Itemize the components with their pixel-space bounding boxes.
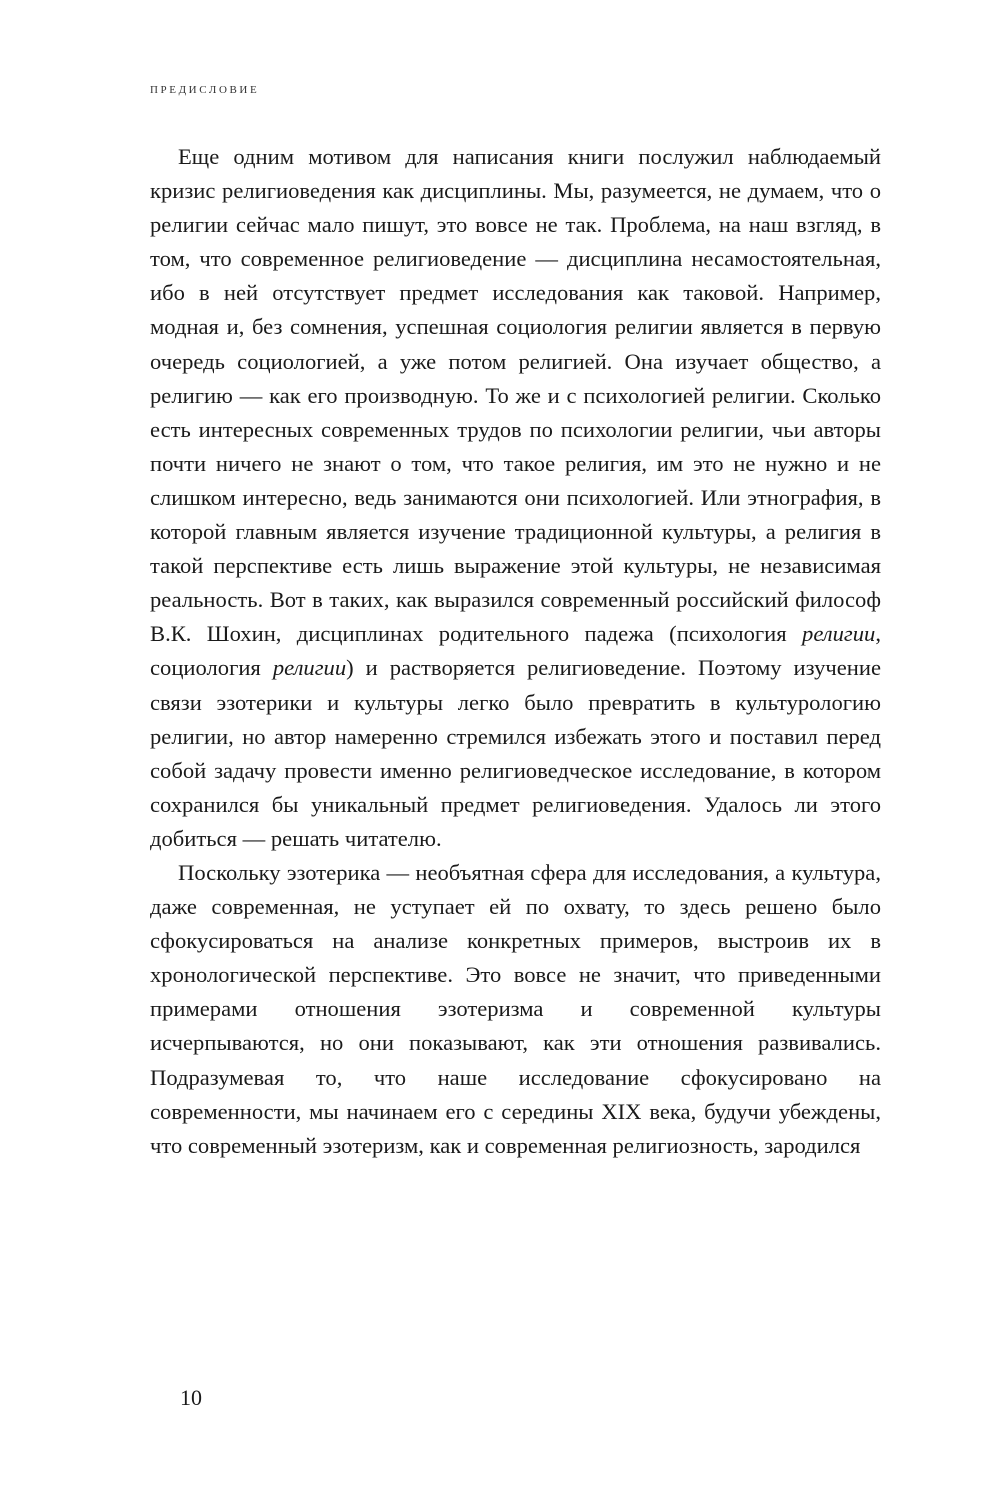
text-segment: Еще одним мотивом для написания книги послужил наблюдаемый кризис религиоведения как дисциплины. Мы, разумеется, не думаем, что о религии сейчас мало пишут, это вовсе не так. Проблема, на наш взгляд, в том, что современное религиоведение — дисциплина несамостоятельная, ибо в ней отсутствует предмет исследования как таковой. Например, модная и, без сомнения, успешная социология религии является в первую очередь социологией, а уже потом религией. Она изучает общество, а религию — как его производную. То же и с психологией религии. Сколько есть интересных современных трудов по психологии религии, чьи авторы почти ничего не знают о том, что такое религия, им это не нужно и не слишком интересно, ведь занимаются они психологией. Или этнография, в которой главным является изучение традиционной культуры, а религия в такой перспективе есть лишь выражение этой культуры, не независимая реальность. Вот в таких, как выразился современный российский философ В.К. Шохин, дисциплинах родительного падежа (психология	[150, 144, 881, 647]
italic-word: религии	[272, 655, 347, 681]
page-number: 10	[180, 1385, 202, 1410]
text-segment: ) и растворяется религиоведение. Поэтому изучение связи эзотерики и культуры легко было превратить в культурологию религии, но автор намеренно стремился избежать этого и поставил перед собой задачу провести именно религиоведческое исследование, в котором сохранился бы уникальный предмет религиоведения. Удалось ли этого добиться — решать читателю.	[150, 655, 881, 851]
text-segment: , социология	[150, 621, 881, 681]
paragraph	[150, 856, 881, 1163]
body-text	[150, 140, 881, 1163]
running-head: ПРЕДИСЛОВИЕ	[150, 84, 260, 96]
paragraph	[150, 140, 881, 856]
text-segment: Поскольку эзотерика — необъятная сфера для исследования, а культура, даже современная, не уступает ей по охвату, то здесь решено было сфокусироваться на анализе конкретных примеров, выстроив их в хронологической перспективе. Это вовсе не значит, что приведенными примерами отношения эзотеризма и современной культуры исчерпываются, но они показывают, как эти отношения развивались. Подразумевая то, что наше исследование сфокусировано на современности, мы начинаем его с середины XIX века, будучи убеждены, что современный эзотеризм, как и современная религиозность, зародился	[150, 859, 881, 1158]
italic-word: религии	[802, 621, 876, 647]
